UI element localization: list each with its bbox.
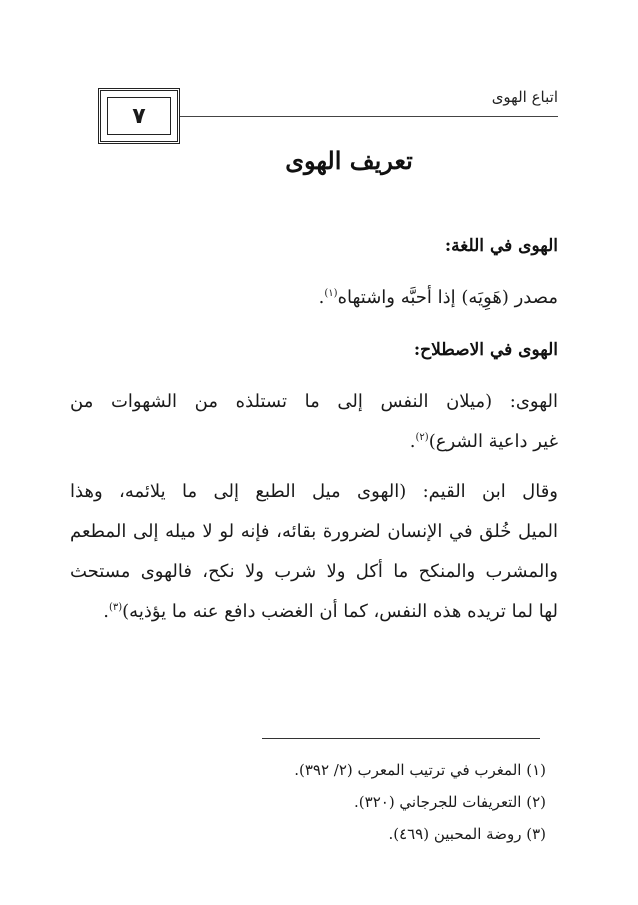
- paragraph-line: [70, 278, 558, 318]
- footnote-ref-1[interactable]: (١): [324, 288, 338, 299]
- paragraph-line: [70, 592, 558, 632]
- linguistic-text: مصدر (هَوِيَه) إذا أحبَّه واشتهاه: [337, 287, 558, 308]
- heading-linguistic: الهوى في اللغة:: [444, 236, 558, 256]
- footnote-ref-2[interactable]: (٢): [415, 432, 429, 443]
- ibn-qayyim-end: .: [103, 601, 109, 622]
- paragraph-line: والمشرب والمنكح ما أكل ولا شرب ولا نكح، فالهوى مستحث: [70, 561, 558, 582]
- paragraph-ibn-qayyim: [70, 472, 558, 632]
- footnote-ref-3[interactable]: (٣): [108, 602, 123, 613]
- footnote-separator: [262, 738, 540, 739]
- page-number-box: [98, 88, 180, 144]
- linguistic-end: .: [318, 287, 325, 308]
- ibn-qayyim-line4: لها لما تريده هذه النفس، كما أن الغضب دافع عنه ما يؤذيه): [122, 601, 558, 622]
- technical-end: .: [409, 431, 416, 452]
- footnote-3: (٣) روضة المحبين (٤٦٩).: [388, 825, 546, 843]
- paragraph-line: الميل خُلق في الإنسان لضرورة بقائه، فإنه لو لا ميله إلى المطعم: [70, 521, 558, 542]
- page-number: ٧: [132, 103, 146, 129]
- paragraph-linguistic: [70, 278, 558, 318]
- paragraph-line: وقال ابن القيم: (الهوى ميل الطبع إلى ما يلائمه، وهذا: [70, 481, 558, 502]
- paragraph-line: [70, 422, 558, 462]
- footnote-1: (١) المغرب في ترتيب المعرب (٢/ ٣٩٢).: [294, 761, 546, 779]
- running-title: اتباع الهوى: [491, 88, 558, 106]
- footnote-2: (٢) التعريفات للجرجاني (٣٢٠).: [354, 793, 546, 811]
- chapter-title: تعريف الهوى: [285, 146, 413, 175]
- technical-line2: غير داعية الشرع): [428, 431, 558, 452]
- footnotes: [294, 754, 546, 850]
- paragraph-line: الهوى: (ميلان النفس إلى ما تستلذه من الشهوات من: [70, 391, 558, 412]
- heading-technical: الهوى في الاصطلاح:: [413, 340, 558, 360]
- paragraph-technical: [70, 382, 558, 462]
- header-rule: [180, 116, 558, 117]
